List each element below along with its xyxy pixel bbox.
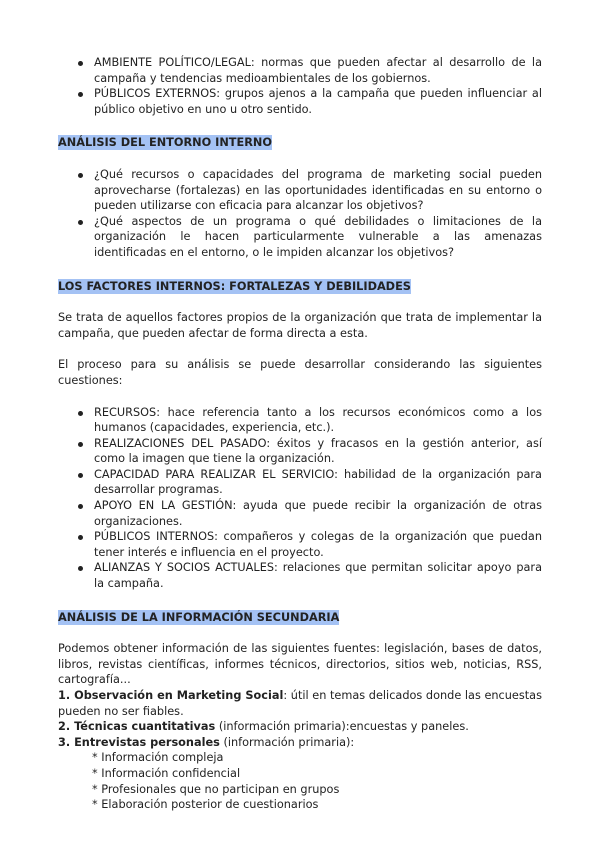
numbered-item-title: 3. Entrevistas personales [58,735,220,749]
list-item: REALIZACIONES DEL PASADO: éxitos y fracasos en la gestión anterior, así como la imagen que tiene la organización. [58,436,542,467]
sublist-item: * Información compleja [92,751,224,765]
interview-sublist [58,750,542,812]
list-item: CAPACIDAD PARA REALIZAR EL SERVICIO: habilidad de la organización para desarrollar programas. [58,467,542,498]
list-item: PÚBLICOS EXTERNOS: grupos ajenos a la campaña que pueden influenciar al público objetivo en uno u otro sentido. [58,86,542,117]
list-item: PÚBLICOS INTERNOS: compañeros y colegas de la organización que puedan tener interés e influencia en el proyecto. [58,529,542,560]
list-item: ¿Qué aspectos de un programa o qué debilidades o limitaciones de la organización le hacen particularmente vulnerable a las amenazas identificadas en el entorno, o le impiden alcanzar los objetivos? [58,214,542,261]
heading-highlight: ANÁLISIS DE LA INFORMACIÓN SECUNDARIA [58,610,340,624]
numbered-item-2 [58,719,542,735]
list-item: APOYO EN LA GESTIÓN: ayuda que puede recibir la organización de otras organizaciones. [58,498,542,529]
section-heading-informacion-secundaria [58,610,542,626]
heading-highlight: LOS FACTORES INTERNOS: FORTALEZAS Y DEBILIDADES [58,279,411,293]
numbered-item-3 [58,735,542,751]
numbered-item-text: (información primaria):encuestas y paneles. [215,720,469,734]
internal-questions-list [58,167,542,261]
heading-highlight: ANÁLISIS DEL ENTORNO INTERNO [58,136,272,150]
section-heading-entorno-interno [58,135,542,151]
numbered-item-1 [58,688,542,719]
sublist-item: * Elaboración posterior de cuestionarios [92,798,319,812]
numbered-item-text: (información primaria): [219,735,355,749]
numbered-item-title: 2. Técnicas cuantitativas [58,720,216,734]
list-item: ALIANZAS Y SOCIOS ACTUALES: relaciones que permitan solicitar apoyo para la campaña. [58,560,542,591]
sublist-item: * Información confidencial [92,766,241,780]
sublist-item: * Profesionales que no participan en grupos [92,782,340,796]
environment-list [58,55,542,117]
internal-factors-list [58,405,542,592]
numbered-item-title: 1. Observación en Marketing Social [58,689,284,702]
paragraph: Podemos obtener información de las siguientes fuentes: legislación, bases de datos, libros, revistas científicas, informes técnicos, directorios, sitios web, noticias, RSS, cartografía... [58,642,542,687]
list-item: AMBIENTE POLÍTICO/LEGAL: normas que pueden afectar al desarrollo de la campaña y tendencias medioambientales de los gobiernos. [58,55,542,86]
numbered-item-text: : útil en temas delicados donde las encuestas pueden no ser fiables. [58,689,542,718]
paragraph: Se trata de aquellos factores propios de la organización que trata de implementar la campaña, que pueden afectar de forma directa a esta. [58,311,542,340]
list-item: ¿Qué recursos o capacidades del programa de marketing social pueden aprovecharse (fortalezas) en las oportunidades identificadas en su entorno o pueden utilizarse con eficacia para alcanzar los objetivos? [58,167,542,214]
list-item: RECURSOS: hace referencia tanto a los recursos económicos como a los humanos (capacidades, experiencia, etc.). [58,405,542,436]
paragraph: El proceso para su análisis se puede desarrollar considerando las siguientes cuestiones: [58,358,542,387]
section-heading-factores-internos [58,279,542,295]
document-content [58,55,542,813]
